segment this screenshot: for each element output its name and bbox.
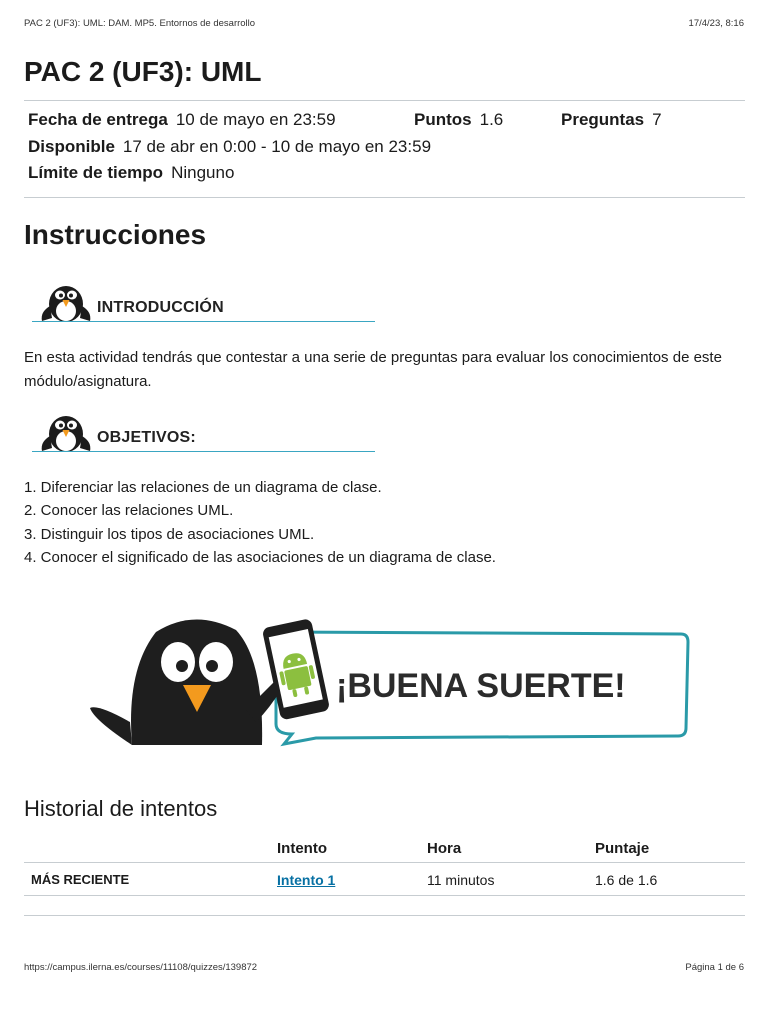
banner-text: ¡BUENA SUERTE! bbox=[336, 667, 626, 705]
time-limit-label: Límite de tiempo bbox=[28, 163, 164, 182]
history-table bbox=[24, 834, 745, 896]
table-row bbox=[24, 863, 745, 896]
print-url: https://campus.ilerna.es/courses/11108/quizzes/139872 bbox=[24, 962, 258, 973]
time-limit-value: Ninguno bbox=[171, 163, 235, 182]
print-doc-title: PAC 2 (UF3): UML: DAM. MP5. Entornos de desarrollo bbox=[24, 18, 256, 29]
section-underline bbox=[32, 321, 375, 323]
history-heading: Historial de intentos bbox=[24, 796, 218, 821]
penguin-icon bbox=[38, 278, 94, 322]
good-luck-banner bbox=[86, 610, 696, 750]
available-label: Disponible bbox=[28, 136, 115, 156]
questions bbox=[561, 110, 662, 130]
divider bbox=[24, 915, 745, 916]
penguin-icon bbox=[38, 408, 94, 452]
points-label: Puntos bbox=[414, 110, 472, 129]
attempt-time: 11 minutos bbox=[427, 872, 495, 888]
questions-value: 7 bbox=[652, 110, 662, 129]
page-title: PAC 2 (UF3): UML bbox=[24, 56, 262, 87]
column-header-time: Hora bbox=[427, 840, 462, 857]
print-header bbox=[24, 18, 744, 29]
attempt-score: 1.6 de 1.6 bbox=[595, 872, 658, 888]
list-item: 3. Distinguir los tipos de asociaciones UML. bbox=[24, 525, 315, 543]
list-item: 1. Diferenciar las relaciones de un diagrama de clase. bbox=[24, 479, 382, 496]
details-row bbox=[28, 163, 662, 190]
points-value: 1.6 bbox=[479, 110, 504, 129]
intro-section-header bbox=[32, 278, 375, 322]
penguin-mascot bbox=[90, 619, 282, 745]
print-datetime: 17/4/23, 8:16 bbox=[688, 18, 744, 29]
attempt-link[interactable]: Intento 1 bbox=[277, 872, 336, 888]
objectives-list bbox=[24, 476, 496, 570]
list-item: 4. Conocer el significado de las asociaciones de un diagrama de clase. bbox=[24, 549, 496, 567]
divider bbox=[24, 100, 745, 101]
print-footer bbox=[24, 962, 744, 973]
objectives-section-header bbox=[32, 408, 375, 452]
available-value: 17 de abr en 0:00 - 10 de mayo en 23:59 bbox=[122, 136, 432, 156]
column-header-score: Puntaje bbox=[595, 840, 650, 857]
table-header bbox=[24, 834, 745, 863]
points bbox=[414, 110, 561, 130]
most-recent-label: MÁS RECIENTE bbox=[31, 872, 130, 887]
details-row bbox=[28, 110, 662, 137]
due-value: 10 de mayo en 23:59 bbox=[175, 110, 336, 129]
due-label: Fecha de entrega bbox=[28, 110, 168, 129]
instructions-heading: Instrucciones bbox=[24, 219, 207, 250]
print-page-number: Página 1 de 6 bbox=[685, 962, 744, 973]
intro-title: INTRODUCCIÓN bbox=[97, 299, 224, 316]
objectives-title: OBJETIVOS: bbox=[97, 429, 196, 446]
intro-text: En esta actividad tendrás que contestar a una serie de preguntas para evaluar los conocimientos de este módulo/asignatura. bbox=[24, 349, 722, 390]
list-item: 2. Conocer las relaciones UML. bbox=[24, 502, 234, 520]
details-row bbox=[28, 137, 662, 164]
due-date bbox=[28, 110, 414, 130]
quiz-details bbox=[28, 110, 662, 190]
section-underline bbox=[32, 451, 375, 453]
divider bbox=[24, 197, 745, 198]
questions-label: Preguntas bbox=[561, 110, 645, 129]
column-header-attempt: Intento bbox=[277, 840, 327, 857]
